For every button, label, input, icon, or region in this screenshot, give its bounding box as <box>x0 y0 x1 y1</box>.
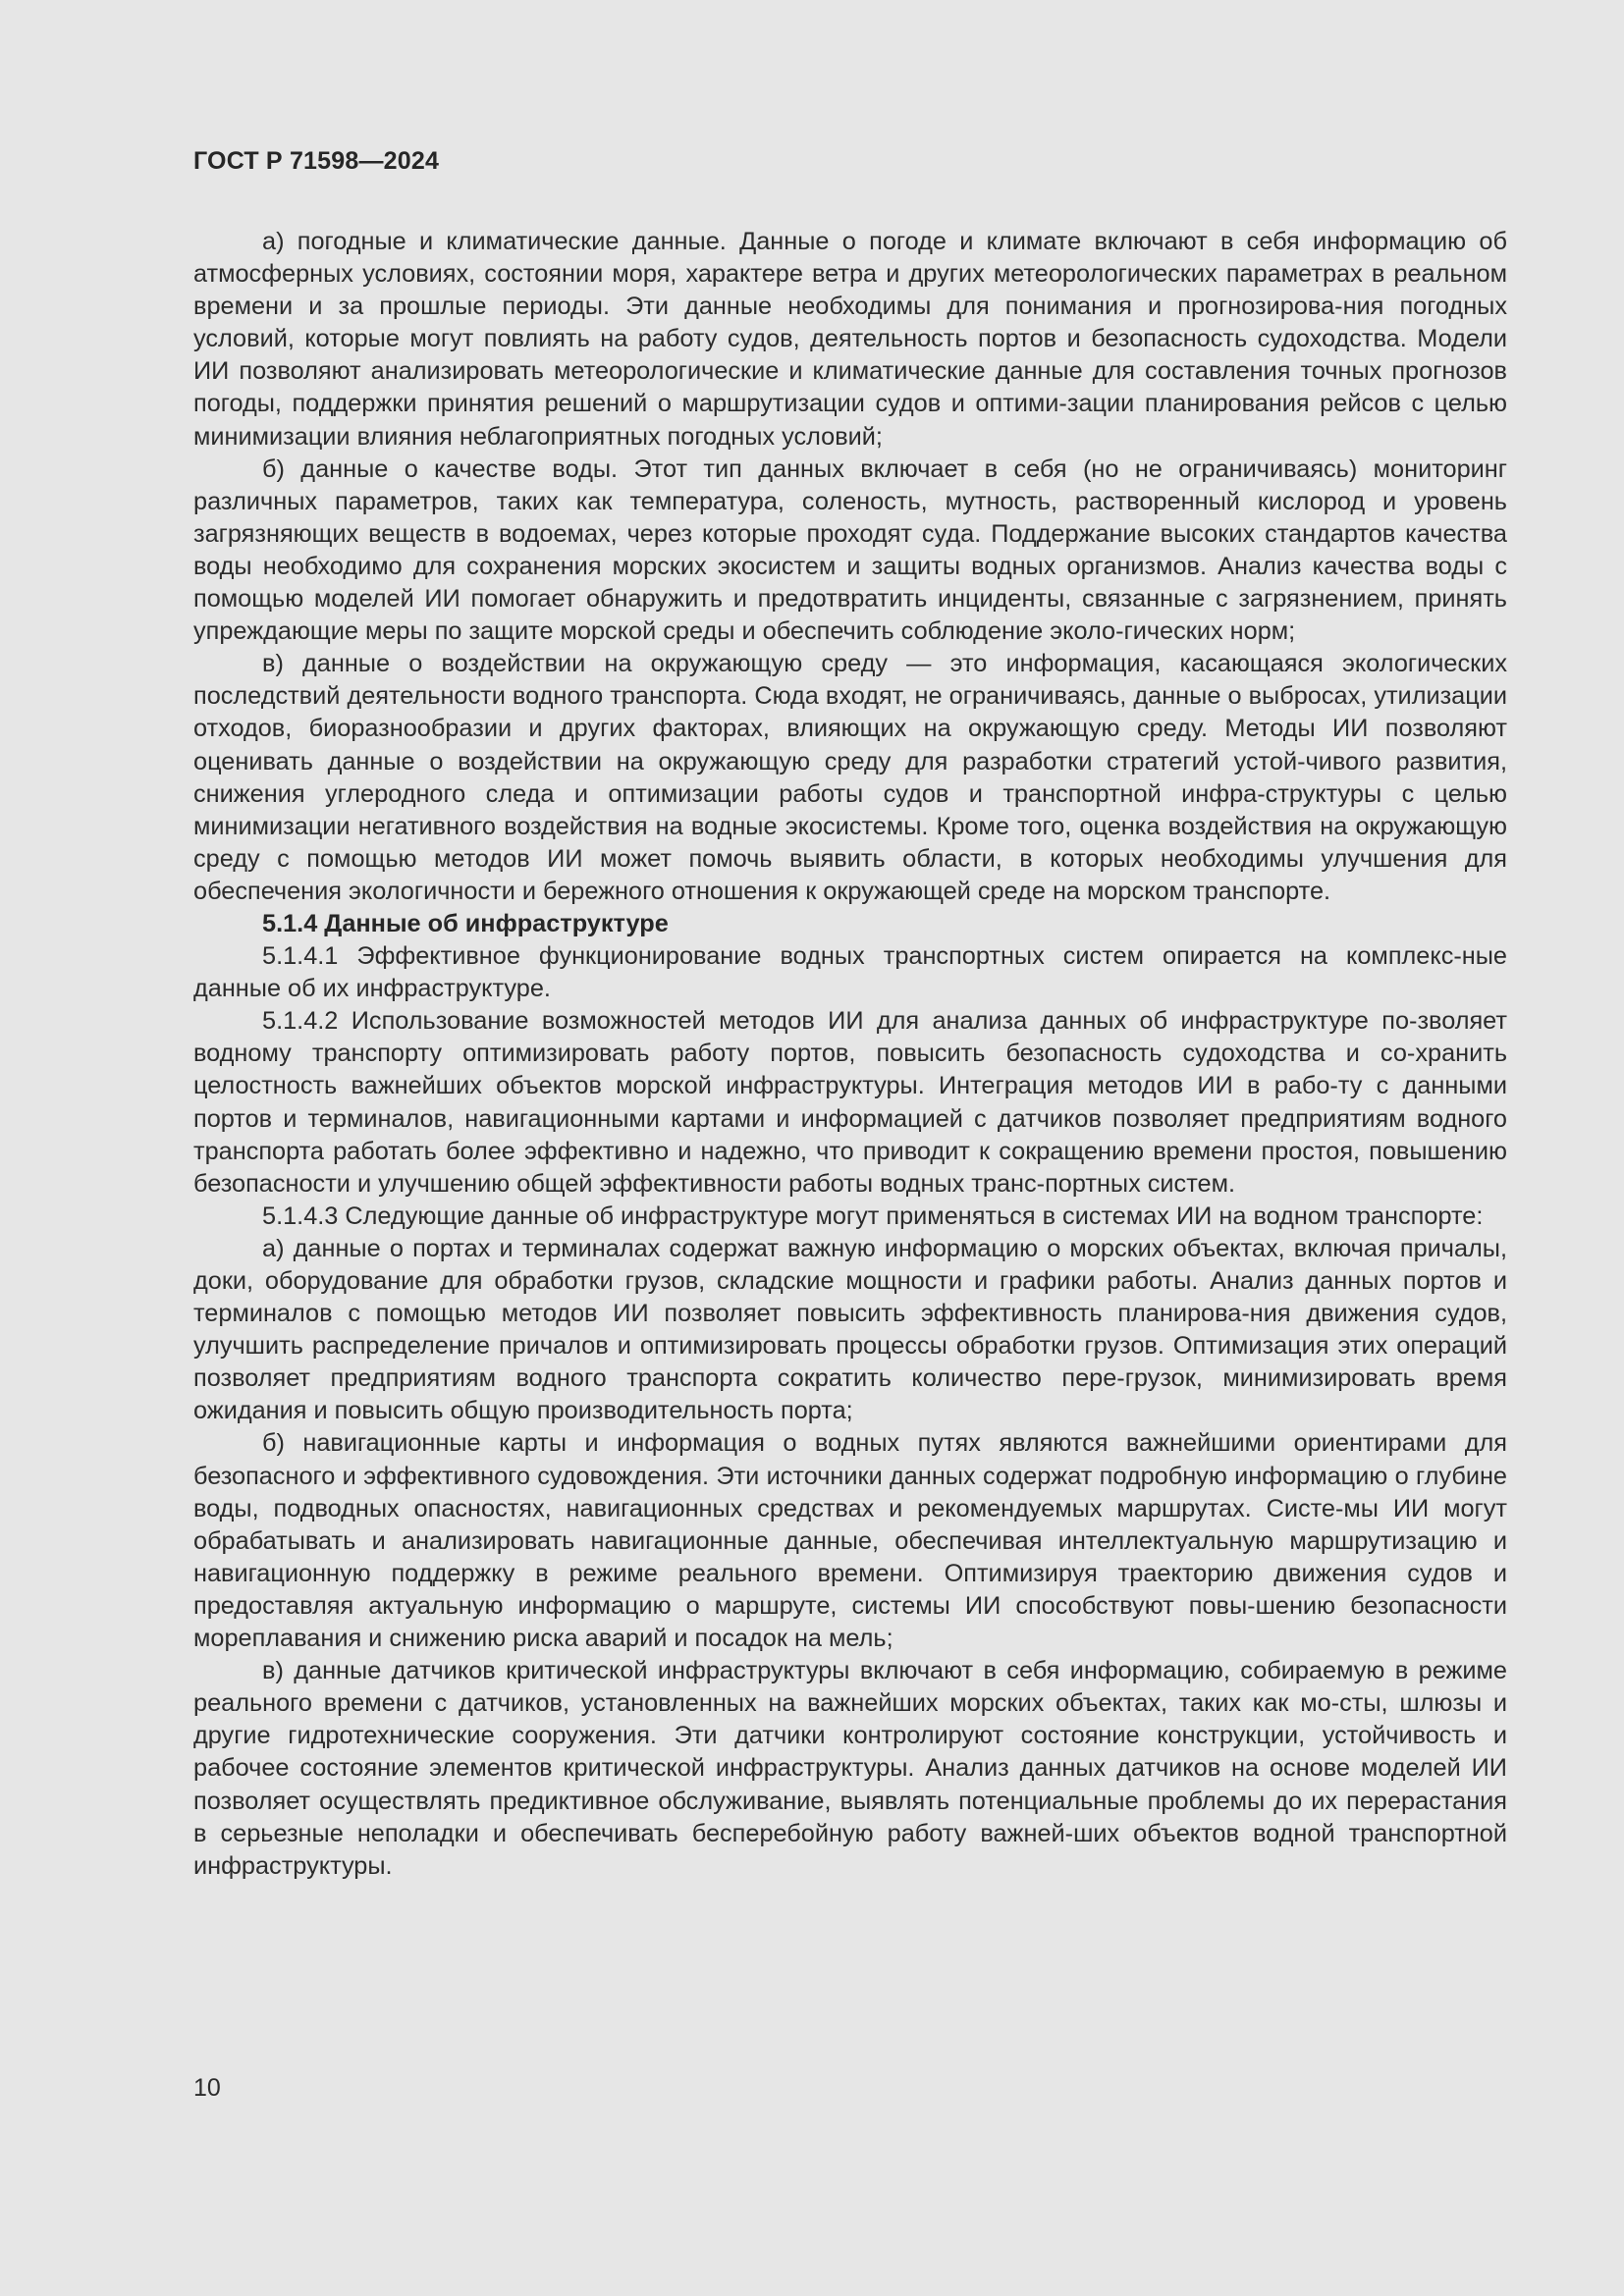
paragraph-environmental-impact-data: в) данные о воздействии на окружающую среду — это информация, касающаяся экологических последствий деятельности водного транспорта. Сюда входят, не ограничиваясь, данные о выбросах, утилизации отходов, биоразнообразии и других факторах, влияющих на окружающую среду. Методы ИИ позволяют оценивать данные о воздействии на окружающую среду для разработки стратегий устой-чивого развития, снижения углеродного следа и оптимизации работы судов и транспортной инфра-структуры с целью минимизации негативного воздействия на водные экосистемы. Кроме того, оценка воздействия на окружающую среду с помощью методов ИИ может помочь выявить области, в которых необходимы улучшения для обеспечения экологичности и бережного отношения к окружающей среде на морском транспорте. <box>193 650 1507 905</box>
paragraph-5-1-4-2: 5.1.4.2 Использование возможностей методов ИИ для анализа данных об инфраструктуре по-зволяет водному транспорту оптимизировать работу портов, повысить безопасность судоходства и со-хранить целостность важнейших объектов морской инфраструктуры. Интеграция методов ИИ в рабо-ту с данными портов и терминалов, навигационными картами и информацией с датчиков позволяет предприятиям водного транспорта работать более эффективно и надежно, что приводит к сокращению времени простоя, повышению безопасности и улучшению общей эффективности работы водных транс-портных систем. <box>193 1007 1507 1198</box>
page-number: 10 <box>193 2074 221 2102</box>
paragraph-water-quality-data: б) данные о качестве воды. Этот тип данных включает в себя (но не ограничиваясь) мониторинг различных параметров, таких как температура, соленость, мутность, растворенный кислород и уровень загрязняющих веществ в водоемах, через которые проходят суда. Поддержание высоких стандартов качества воды необходимо для сохранения морских экосистем и защиты водных организмов. Анализ качества воды с помощью моделей ИИ помогает обнаружить и предотвратить инциденты, связанные с загрязнением, принять упреждающие меры по защите морской среды и обеспечить соблюдение эколо-гических норм; <box>193 454 1507 646</box>
document-body <box>193 226 1507 1883</box>
paragraph-ports-terminals-data: а) данные о портах и терминалах содержат важную информацию о морских объектах, включая причалы, доки, оборудование для обработки грузов, складские мощности и графики работы. Анализ данных портов и терминалов с помощью методов ИИ позволяет повысить эффективность планирова-ния движения судов, улучшить распределение причалов и оптимизировать процессы обработки грузов. Оптимизация этих операций позволяет предприятиям водного транспорта сократить количество пере-грузок, минимизировать время ожидания и повысить общую производительность порта; <box>193 1234 1507 1425</box>
section-heading-infrastructure: 5.1.4 Данные об инфраструктуре <box>262 909 669 937</box>
paragraph-weather-data: а) погодные и климатические данные. Данные о погоде и климате включают в себя информацию об атмосферных условиях, состоянии моря, характере ветра и других метеорологических параметрах в реальном времени и за прошлые периоды. Эти данные необходимы для понимания и прогнозирова-ния погодных условий, которые могут повлиять на работу судов, деятельность портов и безопасность судоходства. Модели ИИ позволяют анализировать метеорологические и климатические данные для составления точных прогнозов погоды, поддержки принятия решений о маршрутизации судов и оптими-зации планирования рейсов с целью минимизации влияния неблагоприятных погодных условий; <box>193 228 1507 451</box>
paragraph-sensor-data: в) данные датчиков критической инфраструктуры включают в себя информацию, собираемую в режиме реального времени с датчиков, установленных на важнейших морских объектах, таких как мо-сты, шлюзы и другие гидротехнические сооружения. Эти датчики контролируют состояние конструкции, устойчивость и рабочее состояние элементов критической инфраструктуры. Анализ данных датчиков на основе моделей ИИ позволяет осуществлять предиктивное обслуживание, выявлять потенциальные проблемы до их перерастания в серьезные неполадки и обеспечивать бесперебойную работу важней-ших объектов водной транспортной инфраструктуры. <box>193 1657 1507 1880</box>
document-header: ГОСТ Р 71598—2024 <box>193 147 440 175</box>
paragraph-5-1-4-1: 5.1.4.1 Эффективное функционирование водных транспортных систем опирается на комплекс-ные данные об их инфраструктуре. <box>193 942 1507 1003</box>
paragraph-navigation-charts: б) навигационные карты и информация о водных путях являются важнейшими ориентирами для безопасного и эффективного судовождения. Эти источники данных содержат подробную информацию о глубине воды, подводных опасностях, навигационных средствах и рекомендуемых маршрутах. Систе-мы ИИ могут обрабатывать и анализировать навигационные данные, обеспечивая интеллектуальную маршрутизацию и навигационную поддержку в режиме реального времени. Оптимизируя траекторию движения судов и предоставляя актуальную информацию о маршруте, системы ИИ способствуют повы-шению безопасности мореплавания и снижению риска аварий и посадок на мель; <box>193 1429 1507 1653</box>
paragraph-5-1-4-3: 5.1.4.3 Следующие данные об инфраструктуре могут применяться в системах ИИ на водном транспорте: <box>262 1201 1484 1230</box>
